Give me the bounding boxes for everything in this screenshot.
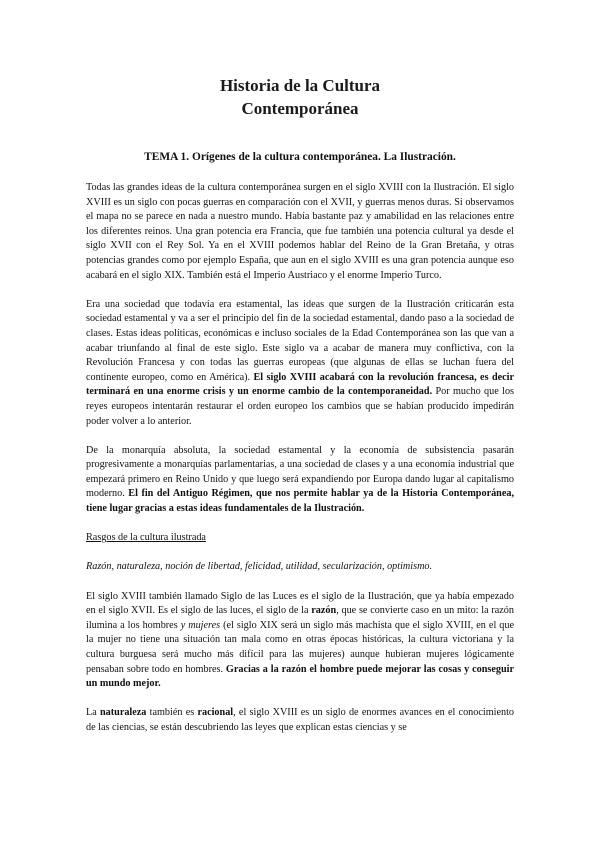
paragraph-2 — [86, 298, 514, 429]
section-heading: Rasgos de la cultura ilustrada — [86, 532, 206, 544]
paragraph-5-text-e: , el siglo XVIII es un siglo de enormes avances en el conocimiento de las ciencias, se están descubriendo las leyes que explican estas ciencias y se — [86, 707, 514, 733]
paragraph-4-text-c: , que se convierte caso en un mito: la razón ilumina a los hombres — [86, 605, 514, 631]
paragraph-4-text-e: (el siglo XIX será un siglo más machista que el siglo XVIII, en el que la mujer no tiene una situación tan mala como en otras épocas históricas, la cultura victoriana y la cultura burguesa será mucho más difícil para las mujeres) aunque hubieran mujeres lógicamente pensaban sobre todo en hombres. — [86, 619, 514, 675]
paragraph-5-text-a: La — [86, 707, 97, 719]
paragraph-4-text-a: El siglo XVIII también llamado Siglo de las Luces es el siglo de la Ilustración, que ya había empezado en el siglo XVII. Es el siglo de las luces, el siglo de la — [86, 590, 514, 617]
paragraph-2-text-a: Era una sociedad que todavía era estamental, las ideas que surgen de la Ilustración criticarán esta sociedad estamental y va a ser el principio del fin de la sociedad estamental, dando paso a la sociedad de clases. Estas ideas políticas, económicas e incluso sociales de la Edad Contemporánea son las que van a acabar triunfando al final de este siglo. Este siglo va a acabar de manera muy conflictiva, con la Revolución Francesa y con todas las guerras europeas (que algunas de ellas se luchan fuera del continente europeo, como en América). — [86, 298, 514, 383]
traits-line: Razón, naturaleza, noción de libertad, felicidad, utilidad, secularización, optimismo. — [86, 561, 433, 573]
paragraph-4 — [86, 590, 514, 692]
paragraph-3 — [86, 444, 514, 517]
paragraph-4-italic: y mujeres — [180, 619, 221, 631]
paragraph-3-text-a: De la monarquía absoluta, la sociedad estamental y la economía de subsistencia pasarán progresivamente a monarquías parlamentarias, a una sociedad de clases y a una economía industrial que empezará primero en Reino Unido y que luego será expandiendo por Europa dando lugar al capitalismo moderno. — [86, 444, 514, 500]
paragraph-4-bold-end: Gracias a la razón el hombre puede mejorar las cosas y conseguir un mundo mejor. — [86, 663, 514, 690]
paragraph-5-bold-naturaleza: naturaleza — [100, 707, 147, 719]
paragraph-2-text-c: Por mucho que los reyes europeos intentarán restaurar el orden europeo los cambios que se habían producido impedirán poder volver a lo anterior. — [86, 386, 515, 427]
paragraph-5 — [86, 706, 514, 735]
section-subtitle: TEMA 1. Orígenes de la cultura contemporánea. La Ilustración. — [144, 151, 456, 163]
title-line-2: Contemporánea — [241, 99, 359, 118]
paragraph-2-bold: El siglo XVIII acabará con la revolución francesa, es decir terminará en una enorme crisis y un enorme cambio de la contemporaneidad. — [86, 371, 515, 398]
paragraph-3-bold: El fin del Antiguo Régimen, que nos permite hablar ya de la Historia Contemporánea, tiene lugar gracias a estas ideas fundamentales de la Ilustración. — [86, 488, 515, 515]
paragraph-1: Todas las grandes ideas de la cultura contemporánea surgen en el siglo XVIII con la Ilustración. El siglo XVIII es un siglo con pocas guerras en comparación con el XVII, y guerras menos duras. Si observamos el mapa no se parece en nada a nuestro mundo. Había bastante paz y amabilidad en las relaciones entre los diferentes reinos. Una gran potencia era Francia, que fue también una potencia cultural ya desde el siglo XVII con el Rey Sol. Ya en el XVIII podemos hablar del Reino de la Gran Bretaña, y otras potencias grandes como por ejemplo España, que aun en el siglo XVIII es una gran potencia aunque eso acabará en el siglo XIX. También está el Imperio Austriaco y el enorme Imperio Turco. — [86, 182, 514, 281]
title-line-1: Historia de la Cultura — [219, 76, 381, 95]
document-body — [86, 181, 514, 750]
page-title — [0, 74, 600, 120]
paragraph-5-bold-racional: racional — [197, 707, 234, 719]
paragraph-4-bold-razon: razón — [311, 605, 337, 617]
paragraph-5-text-c: también es — [149, 707, 195, 719]
